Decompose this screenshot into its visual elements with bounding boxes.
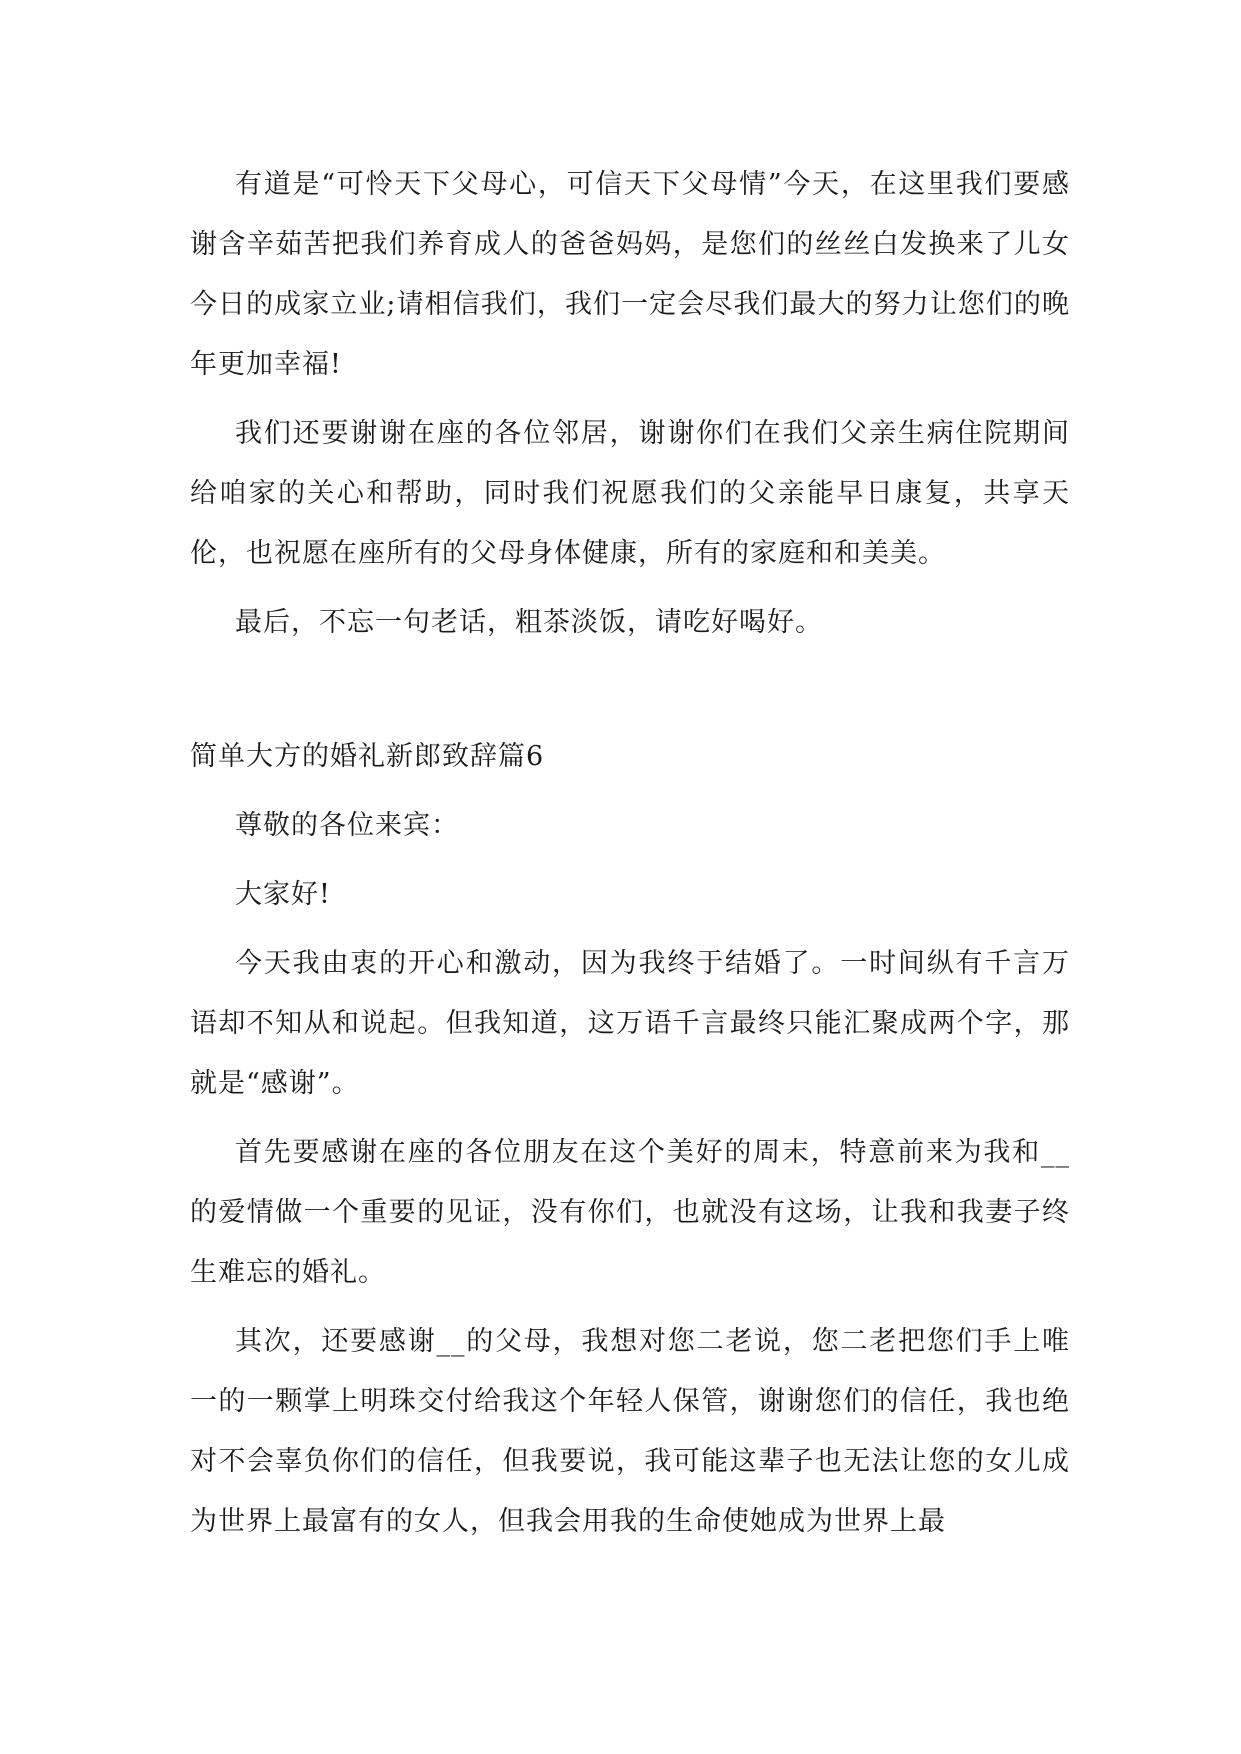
section-heading: 简单大方的婚礼新郎致辞篇6 (190, 741, 545, 772)
paragraph-friends-thanks: 首先要感谢在座的各位朋友在这个美好的周末，特意前来为我和__的爱情做一个重要的见证，没有你们，也就没有这场，让我和我妻子终生难忘的婚礼。 (190, 1137, 1070, 1288)
paragraph-closing-remark: 最后，不忘一句老话，粗茶淡饭，请吃好喝好。 (235, 607, 823, 638)
paragraph-parents-thanks: 有道是“可怜天下父母心，可信天下父母情”今天，在这里我们要感谢含辛茹苦把我们养育成人的爸爸妈妈，是您们的丝丝白发换来了儿女今日的成家立业;请相信我们，我们一定会尽我们最大的努力让您们的晚年更加幸福! (190, 169, 1070, 380)
paragraph-neighbors-thanks: 我们还要谢谢在座的各位邻居，谢谢你们在我们父亲生病住院期间给咱家的关心和帮助，同时我们祝愿我们的父亲能早日康复，共享天伦，也祝愿在座所有的父母身体健康，所有的家庭和和美美。 (190, 418, 1070, 569)
paragraph-opening: 今天我由衷的开心和激动，因为我终于结婚了。一时间纵有千言万语却不知从和说起。但我知道，这万语千言最终只能汇聚成两个字，那就是“感谢”。 (190, 948, 1070, 1099)
paragraph-salutation: 尊敬的各位来宾： (235, 810, 459, 841)
section-spacer (190, 662, 1070, 727)
document-body (190, 155, 1070, 1561)
paragraph-greeting: 大家好! (235, 879, 331, 910)
paragraph-in-laws-thanks: 其次，还要感谢__的父母，我想对您二老说，您二老把您们手上唯一的一颗掌上明珠交付给我这个年轻人保管，谢谢您们的信任，我也绝对不会辜负你们的信任，但我要说，我可能这辈子也无法让您的女儿成为世界上最富有的女人，但我会用我的生命使她成为世界上最 (190, 1326, 1070, 1537)
